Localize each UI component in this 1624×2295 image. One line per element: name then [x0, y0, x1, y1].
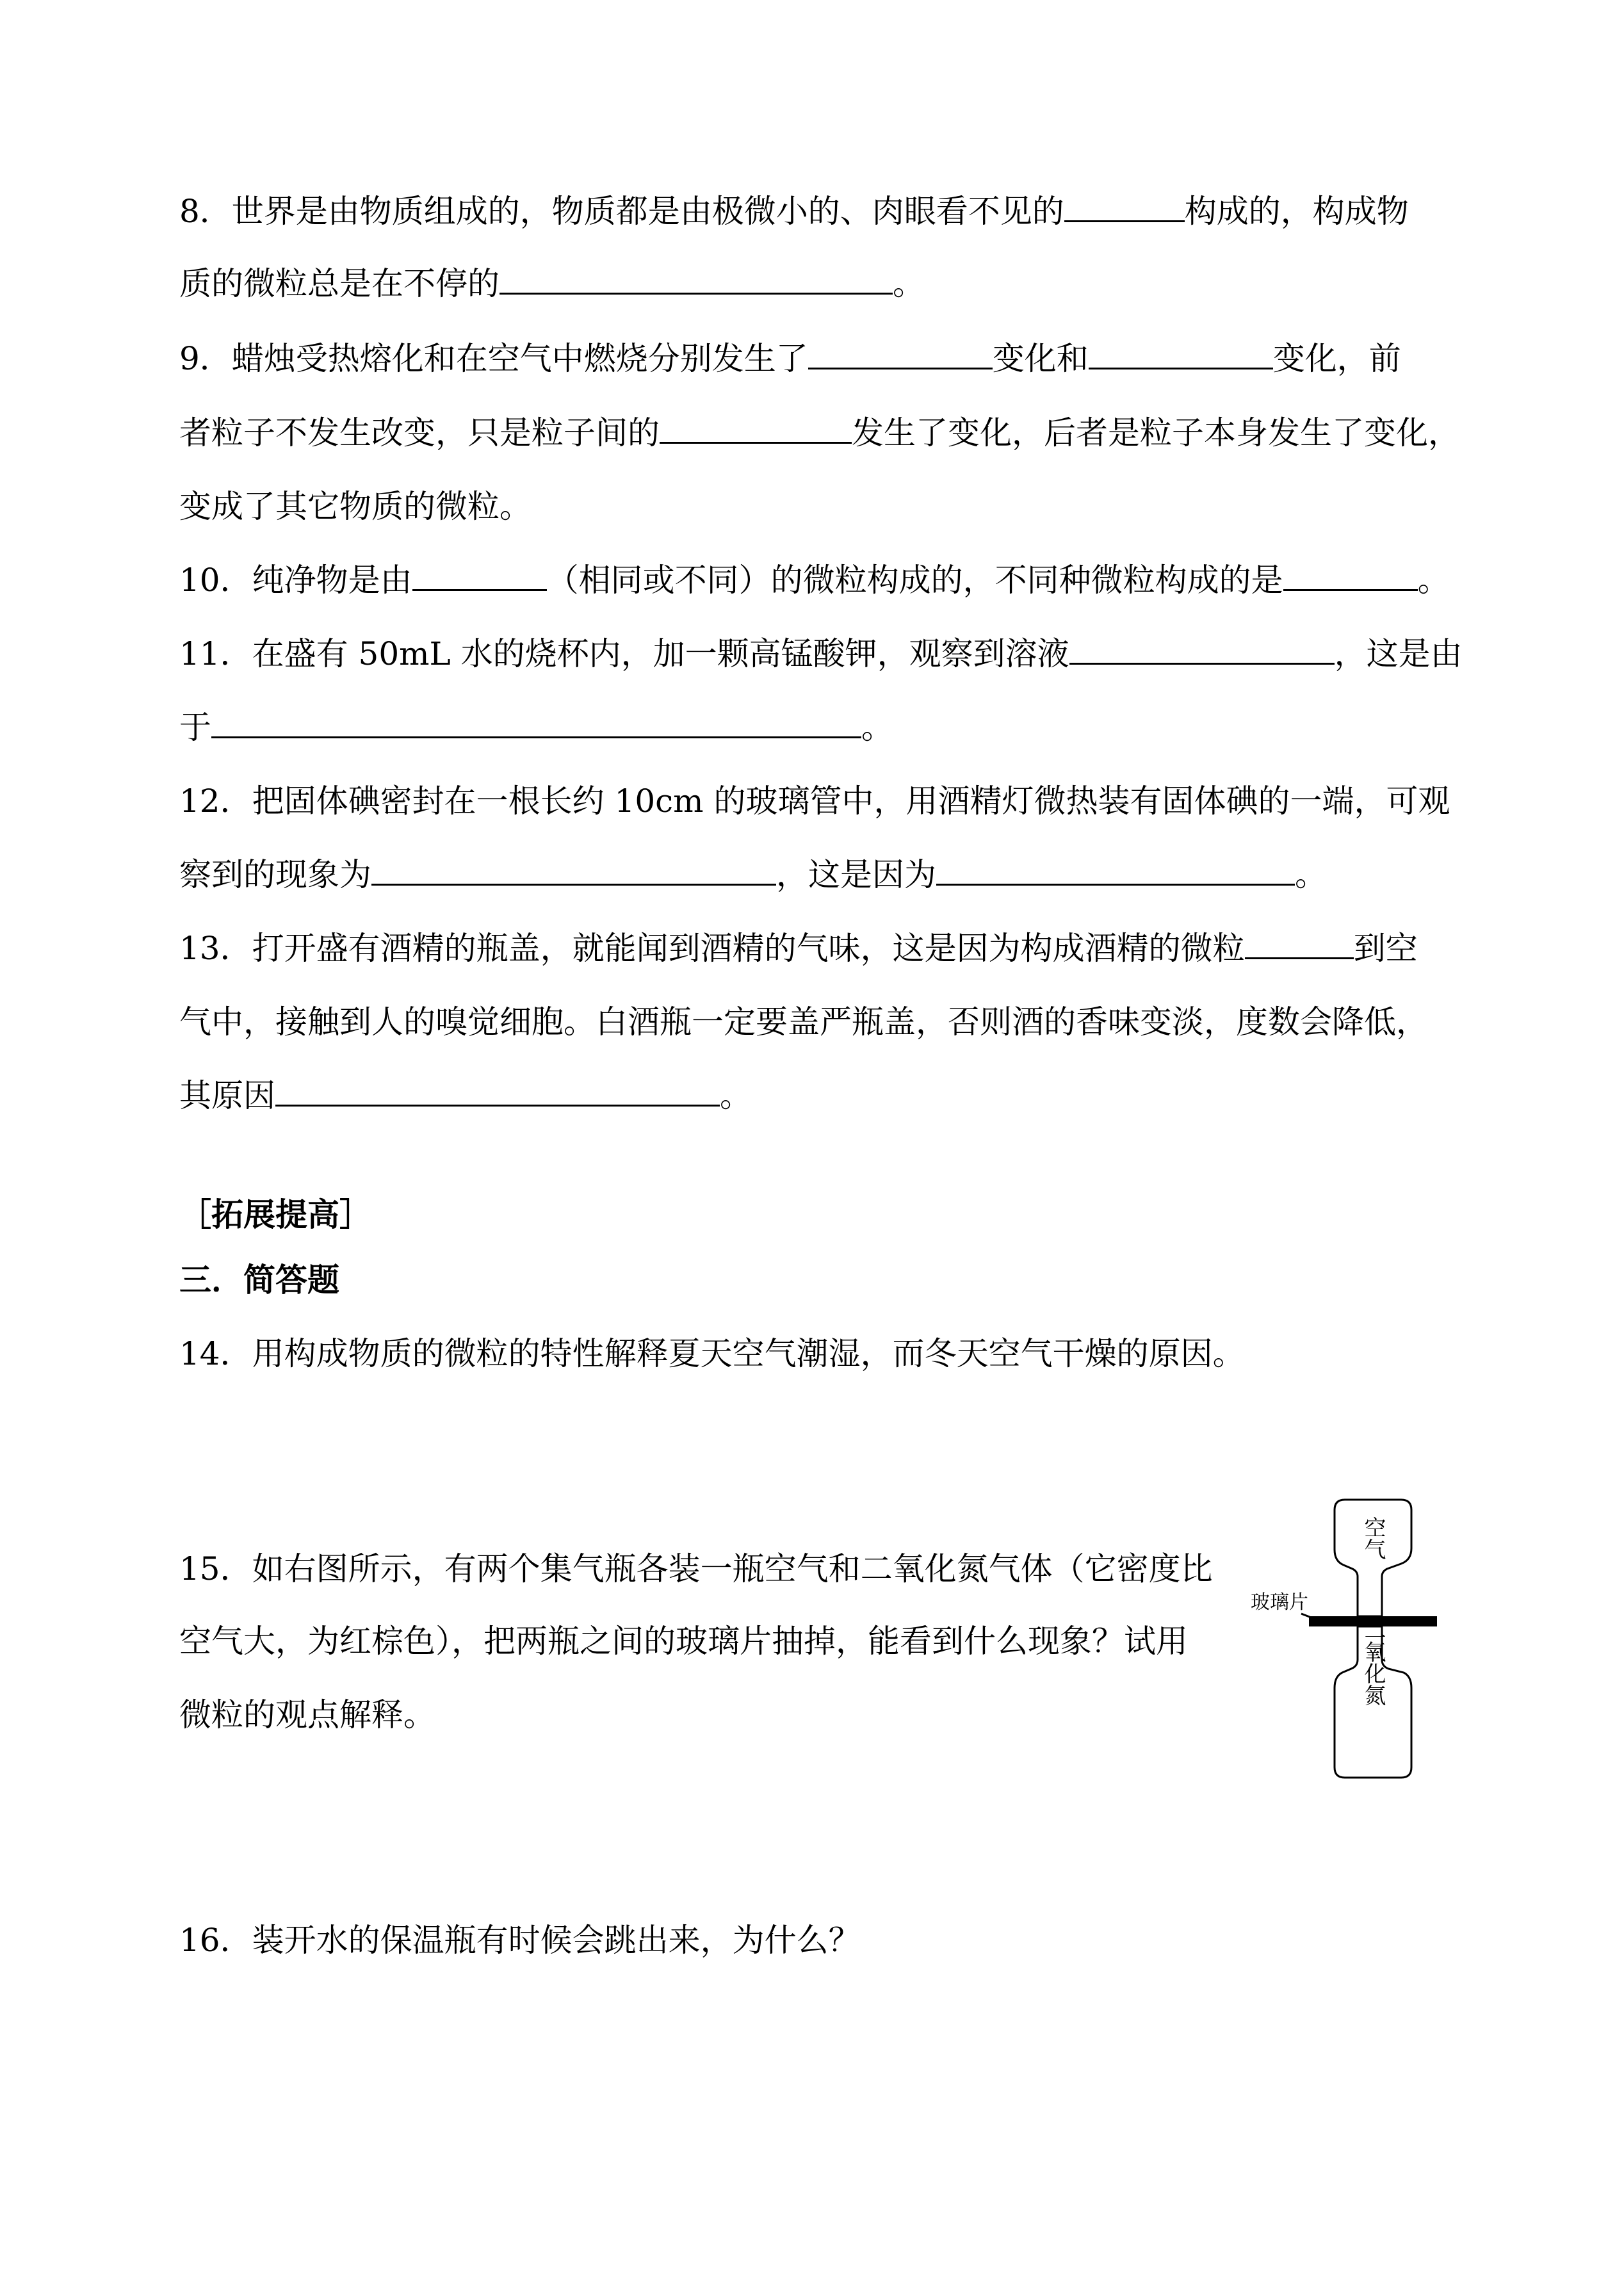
q15-line1: 15．如右图所示，有两个集气瓶各装一瓶空气和二氧化氮气体（它密度比: [179, 1550, 1213, 1587]
q10-line: [179, 561, 1450, 599]
q10-text-a: 10．纯净物是由: [179, 562, 412, 599]
q13-line2: [179, 1003, 1428, 1041]
q9-text-e: 发生了变化，后者是粒子本身发生了变化，: [852, 414, 1460, 451]
q9-line1: [179, 339, 1401, 378]
q13-blank-1[interactable]: [1245, 929, 1354, 959]
q12-text-a: 12．把固体碘密封在一根长约 10cm 的玻璃管中，用酒精灯微热装有固体碘的一端，可观: [179, 783, 1450, 820]
q11-line2: [179, 708, 893, 747]
section-title: ［拓展提高］: [179, 1196, 371, 1233]
q9-text-d: 者粒子不发生改变，只是粒子间的: [179, 414, 660, 451]
q14-text: 14．用构成物质的微粒的特性解释夏天空气潮湿，而冬天空气干燥的原因。: [179, 1335, 1245, 1372]
q15-line2: 空气大，为红棕色），把两瓶之间的玻璃片抽掉，能看到什么现象？试用: [179, 1623, 1188, 1660]
q9-blank-2[interactable]: [1089, 339, 1273, 369]
q10-text-c: 。: [1417, 562, 1450, 599]
q8-text-d: 。: [893, 265, 925, 302]
no2-label: 二氧化氮: [1360, 1619, 1386, 1706]
q10-blank-2[interactable]: [1283, 561, 1418, 591]
q9-text-b: 变化和: [992, 340, 1089, 377]
q11-blank-1[interactable]: [1069, 635, 1335, 665]
q16-text: 16．装开水的保温瓶有时候会跳出来，为什么？: [179, 1922, 861, 1959]
q11-line1: [179, 635, 1463, 673]
q11-text-d: 。: [861, 709, 893, 746]
air-label: 空气: [1360, 1516, 1386, 1560]
q13-line1: [179, 929, 1418, 968]
glass-plate-label: 玻璃片: [1251, 1591, 1308, 1614]
q12-text-c: ，这是因为: [776, 856, 936, 893]
q8-line2: [179, 264, 925, 303]
q8-text-c: 质的微粒总是在不停的: [179, 265, 499, 302]
q13-line3: [179, 1076, 752, 1115]
q11-text-b: ，这是由: [1334, 635, 1463, 672]
q13-blank-2[interactable]: [275, 1076, 720, 1107]
q13-text-b: 到空: [1353, 930, 1418, 967]
q12-blank-1[interactable]: [371, 856, 776, 886]
q9-text-a: 9．蜡烛受热熔化和在空气中燃烧分别发生了: [179, 340, 808, 377]
q12-text-b: 察到的现象为: [179, 856, 371, 893]
q12-line1: [179, 782, 1450, 820]
q8-blank-1[interactable]: [1064, 192, 1185, 222]
q12-blank-2[interactable]: [936, 856, 1295, 886]
q9-blank-3[interactable]: [660, 414, 852, 444]
section-subtitle: 三．简答题: [179, 1261, 339, 1299]
q9-blank-1[interactable]: [808, 339, 993, 369]
q9-line3: [179, 487, 532, 526]
q12-line2: [179, 856, 1327, 894]
gas-jars-figure: [1247, 1498, 1465, 1780]
q13-text-a: 13．打开盛有酒精的瓶盖，就能闻到酒精的气味，这是因为构成酒精的微粒: [179, 930, 1245, 967]
q12-text-d: 。: [1295, 856, 1327, 893]
q11-text-c: 于: [179, 709, 211, 746]
q13-text-e: 。: [720, 1077, 752, 1114]
q8-line1: [179, 192, 1409, 231]
q11-text-a: 11．在盛有 50mL 水的烧杯内，加一颗高锰酸钾，观察到溶液: [179, 635, 1069, 672]
q10-blank-1[interactable]: [412, 561, 547, 591]
q13-text-d: 其原因: [179, 1077, 275, 1114]
q10-text-b: （相同或不同）的微粒构成的，不同种微粒构成的是: [546, 562, 1283, 599]
q9-line2: [179, 414, 1460, 452]
q9-text-c: 变化，前: [1272, 340, 1401, 377]
q11-blank-2[interactable]: [211, 708, 861, 738]
q8-text-b: 构成的，构成物: [1184, 193, 1409, 230]
q15-line3: 微粒的观点解释。: [179, 1696, 435, 1733]
q8-blank-2[interactable]: [499, 264, 893, 295]
q8-text-a: 8．世界是由物质组成的，物质都是由极微小的、肉眼看不见的: [179, 193, 1064, 230]
q13-text-c: 气中，接触到人的嗅觉细胞。白酒瓶一定要盖严瓶盖，否则酒的香味变淡，度数会降低，: [179, 1003, 1428, 1041]
q9-text-f: 变成了其它物质的微粒。: [179, 488, 532, 525]
